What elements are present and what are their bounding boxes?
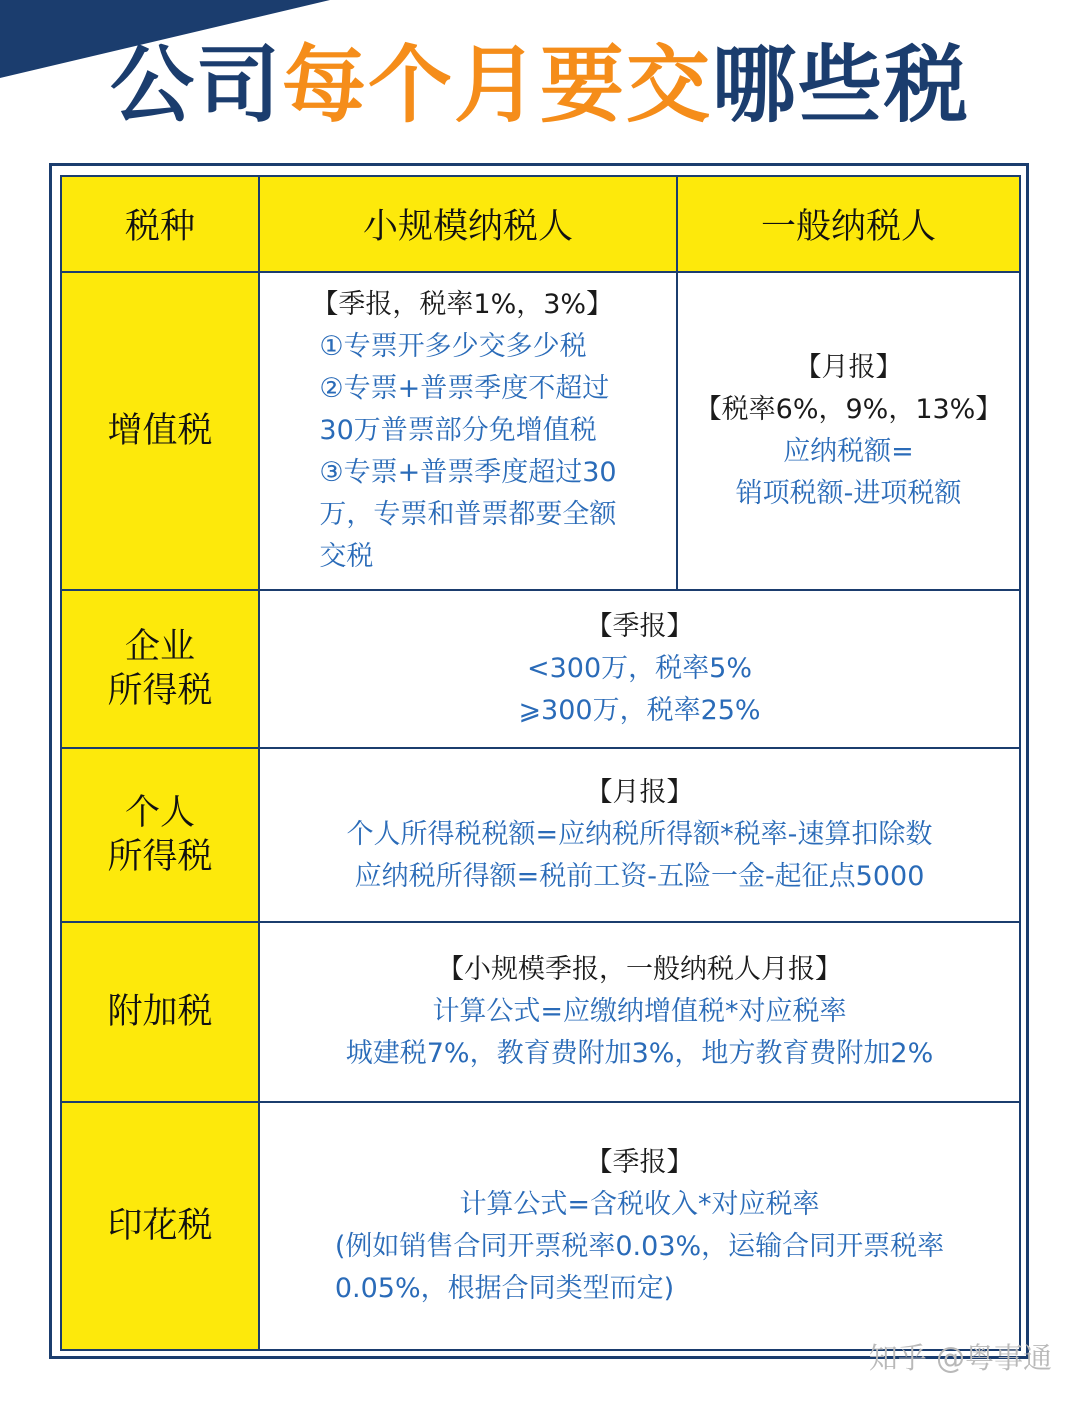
row-name-stamp: 印花税 (61, 1102, 259, 1350)
row-name-line: 个人 (124, 793, 195, 833)
stamp-line: (例如销售合同开票税率0.03%，运输合同开票税率 (334, 1231, 945, 1262)
vat-general-line: 【税率6%，9%，13%】 (694, 394, 1003, 425)
vat-general-line: 应纳税额= (783, 436, 914, 467)
surcharge-line: 计算公式=应缴纳增值税*对应税率 (432, 996, 847, 1027)
vat-small-line: 交税 (319, 541, 374, 572)
row-name-vat: 增值税 (61, 272, 259, 590)
personal-content-cell (259, 748, 1020, 922)
vat-small-line: 【季报，税率1%，3%】 (311, 289, 614, 320)
table-row-personal (61, 748, 1020, 922)
title-part-3: 哪些税 (712, 36, 971, 134)
watermark: 知乎 @粤事通 (868, 1341, 1052, 1375)
table-row-corp (61, 590, 1020, 748)
corp-line: ⩾300万，税率25% (518, 695, 761, 726)
row-name-personal (61, 748, 259, 922)
stamp-line: 0.05%，根据合同类型而定) (334, 1273, 675, 1304)
corp-line: <300万，税率5% (527, 653, 752, 684)
row-name-line: 所得税 (107, 837, 213, 877)
vat-small-line: 30万普票部分免增值税 (319, 415, 597, 446)
stamp-content-cell (259, 1102, 1020, 1350)
surcharge-content-cell (259, 922, 1020, 1102)
row-name-line: 企业 (124, 627, 195, 667)
personal-line: 【月报】 (585, 777, 694, 808)
vat-small-line: ②专票+普票季度不超过 (319, 373, 610, 404)
personal-line: 个人所得税税额=应纳税所得额*税率-速算扣除数 (346, 819, 933, 850)
row-name-line: 所得税 (107, 671, 213, 711)
corp-content-cell (259, 590, 1020, 748)
title-part-1: 公司 (109, 36, 282, 134)
vat-small-line: ①专票开多少交多少税 (319, 331, 587, 362)
table-row-vat (61, 272, 1020, 590)
stamp-line: 【季报】 (585, 1147, 694, 1178)
surcharge-line: 城建税7%，教育费附加3%，地方教育费附加2% (345, 1038, 934, 1069)
vat-general-line: 销项税额-进项税额 (735, 478, 962, 509)
row-name-surcharge: 附加税 (61, 922, 259, 1102)
header-small-scale: 小规模纳税人 (259, 176, 677, 272)
corp-line: 【季报】 (585, 611, 694, 642)
table-row-surcharge (61, 922, 1020, 1102)
header-general: 一般纳税人 (677, 176, 1020, 272)
vat-general-line: 【月报】 (794, 352, 903, 383)
vat-small-cell (259, 272, 677, 590)
surcharge-line: 【小规模季报，一般纳税人月报】 (437, 954, 842, 985)
header-tax-type: 税种 (61, 176, 259, 272)
table-header-row (61, 176, 1020, 272)
tax-table (60, 175, 1021, 1351)
table-row-stamp (61, 1102, 1020, 1350)
vat-general-cell (677, 272, 1020, 590)
personal-line: 应纳税所得额=税前工资-五险一金-起征点5000 (354, 861, 925, 892)
row-name-corp (61, 590, 259, 748)
page-title (0, 30, 1080, 140)
title-part-2: 每个月要交 (281, 36, 712, 134)
stamp-line: 计算公式=含税收入*对应税率 (459, 1189, 820, 1220)
vat-small-line: 万，专票和普票都要全额 (319, 499, 617, 530)
vat-small-line: ③专票+普票季度超过30 (319, 457, 617, 488)
